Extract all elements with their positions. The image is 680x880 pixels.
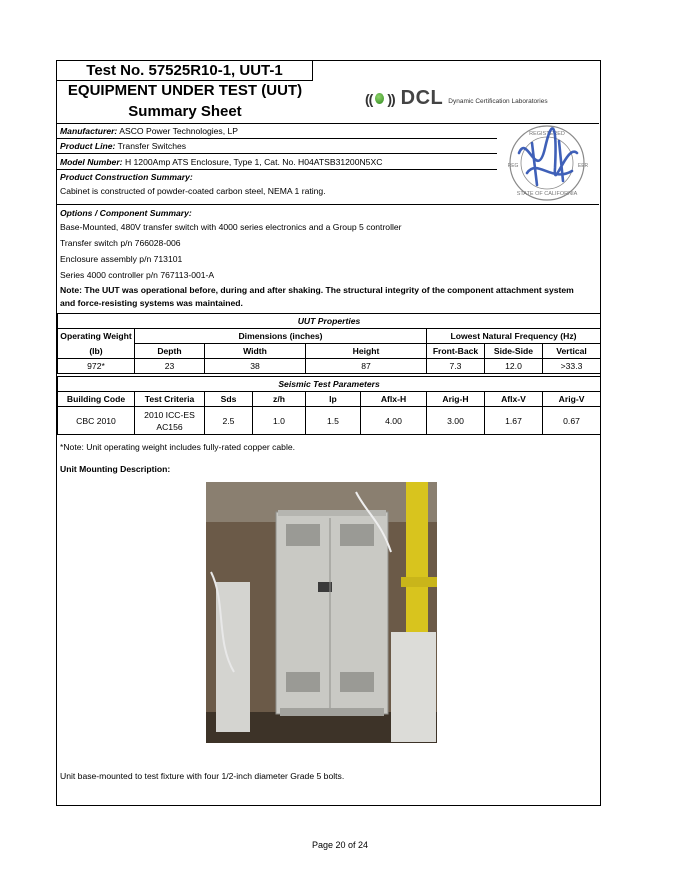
- table-cell: 3.00: [427, 407, 485, 435]
- mounting-caption: Unit base-mounted to test fixture with four 1/2-inch diameter Grade 5 bolts.: [60, 771, 345, 781]
- table-cell: 4.00: [361, 407, 427, 435]
- col-header: Height: [306, 344, 427, 359]
- page-number: Page 20 of 24: [311, 840, 369, 850]
- product-line-row: [60, 140, 186, 152]
- operational-note: Note: The UUT was operational before, during and after shaking. The structural integrity of the component attachment system and force-resisting systems was maintained.: [60, 285, 574, 308]
- col-header: Arig-V: [543, 392, 601, 407]
- seismic-parameters-table: [57, 376, 601, 435]
- dcl-logo: [365, 87, 548, 110]
- section-divider: [57, 204, 599, 205]
- col-header: Arig-H: [427, 392, 485, 407]
- table-cell: 0.67: [543, 407, 601, 435]
- options-label: Options / Component Summary:: [60, 208, 192, 218]
- unit-photo: [206, 482, 437, 743]
- weight-footnote: *Note: Unit operating weight includes fully-rated copper cable.: [60, 442, 296, 452]
- seal-bottom-text: STATE OF CALIFORNIA: [516, 191, 578, 197]
- options-line-2: Transfer switch p/n 766028-006: [60, 238, 181, 248]
- table-cell: 972*: [58, 359, 135, 374]
- col-header: Test Criteria: [135, 392, 205, 407]
- table-cell: 7.3: [427, 359, 485, 374]
- construction-label-row: [60, 171, 193, 183]
- col-header: Sds: [205, 392, 253, 407]
- seal-right-text: EER: [577, 163, 589, 169]
- summary-title: Summary Sheet: [128, 103, 242, 120]
- row-divider: [57, 138, 497, 139]
- dimensions-header: Dimensions (inches): [135, 329, 427, 344]
- model-label: Model Number:: [60, 157, 123, 167]
- logo-waves-left: ((: [365, 90, 373, 107]
- summary-sheet: [56, 60, 601, 806]
- col-header: Front-Back: [427, 344, 485, 359]
- logo-dot-icon: [375, 93, 384, 104]
- col-header: Depth: [135, 344, 205, 359]
- uut-properties-title: UUT Properties: [58, 314, 601, 329]
- logo-text: DCL: [400, 87, 444, 109]
- table-cell: 12.0: [485, 359, 543, 374]
- table-cell: 1.5: [306, 407, 361, 435]
- row-divider: [57, 169, 497, 170]
- col-header: Width: [205, 344, 306, 359]
- options-label-row: [60, 207, 192, 219]
- model-value: H 1200Amp ATS Enclosure, Type 1, Cat. No. H04ATSB31200N5XC: [124, 157, 383, 167]
- engineer-seal-icon: [497, 123, 597, 203]
- construction-value-row: [60, 185, 326, 197]
- seal-top-text: REGISTERED: [529, 131, 565, 137]
- construction-value: Cabinet is constructed of powder-coated carbon steel, NEMA 1 rating.: [60, 186, 326, 196]
- table-cell: 23: [135, 359, 205, 374]
- table-cell: 87: [306, 359, 427, 374]
- col-header: Ip: [306, 392, 361, 407]
- options-line-1: Base-Mounted, 480V transfer switch with 4000 series electronics and a Group 5 controller: [60, 222, 402, 232]
- row-divider: [57, 153, 497, 154]
- table-cell: CBC 2010: [58, 407, 135, 435]
- construction-label: Product Construction Summary:: [60, 172, 193, 182]
- logo-waves-right: )): [387, 90, 395, 107]
- table-cell: >33.3: [543, 359, 601, 374]
- col-header: Side-Side: [485, 344, 543, 359]
- col-header: Aflx-V: [485, 392, 543, 407]
- options-line-4: Series 4000 controller p/n 767113-001-A: [60, 270, 215, 280]
- options-line-3: Enclosure assembly p/n 713101: [60, 254, 183, 264]
- table-cell: 1.67: [485, 407, 543, 435]
- col-header: z/h: [253, 392, 306, 407]
- seal-left-text: REG: [507, 163, 519, 169]
- mounting-label: Unit Mounting Description:: [60, 464, 171, 474]
- table-cell: 2.5: [205, 407, 253, 435]
- frequency-header: Lowest Natural Frequency (Hz): [427, 329, 601, 344]
- seismic-title: Seismic Test Parameters: [58, 377, 601, 392]
- product-line-value: Transfer Switches: [117, 141, 187, 151]
- test-number: Test No. 57525R10-1, UUT-1: [57, 61, 313, 81]
- product-line-label: Product Line:: [60, 141, 116, 151]
- logo-subtext: Dynamic Certification Laboratories: [448, 98, 548, 105]
- manufacturer-label: Manufacturer:: [60, 126, 118, 136]
- eut-title: EQUIPMENT UNDER TEST (UUT): [67, 82, 303, 99]
- uut-properties-table: [57, 313, 601, 374]
- manufacturer-value: ASCO Power Technologies, LP: [119, 126, 239, 136]
- weight-unit-header: (lb): [58, 344, 135, 359]
- table-cell: 1.0: [253, 407, 306, 435]
- col-header: Building Code: [58, 392, 135, 407]
- weight-header: Operating Weight: [58, 329, 135, 344]
- col-header: Aflx-H: [361, 392, 427, 407]
- table-cell: 2010 ICC-ES AC156: [135, 407, 205, 435]
- manufacturer-row: [60, 125, 238, 137]
- col-header: Vertical: [543, 344, 601, 359]
- table-cell: 38: [205, 359, 306, 374]
- model-row: [60, 156, 382, 168]
